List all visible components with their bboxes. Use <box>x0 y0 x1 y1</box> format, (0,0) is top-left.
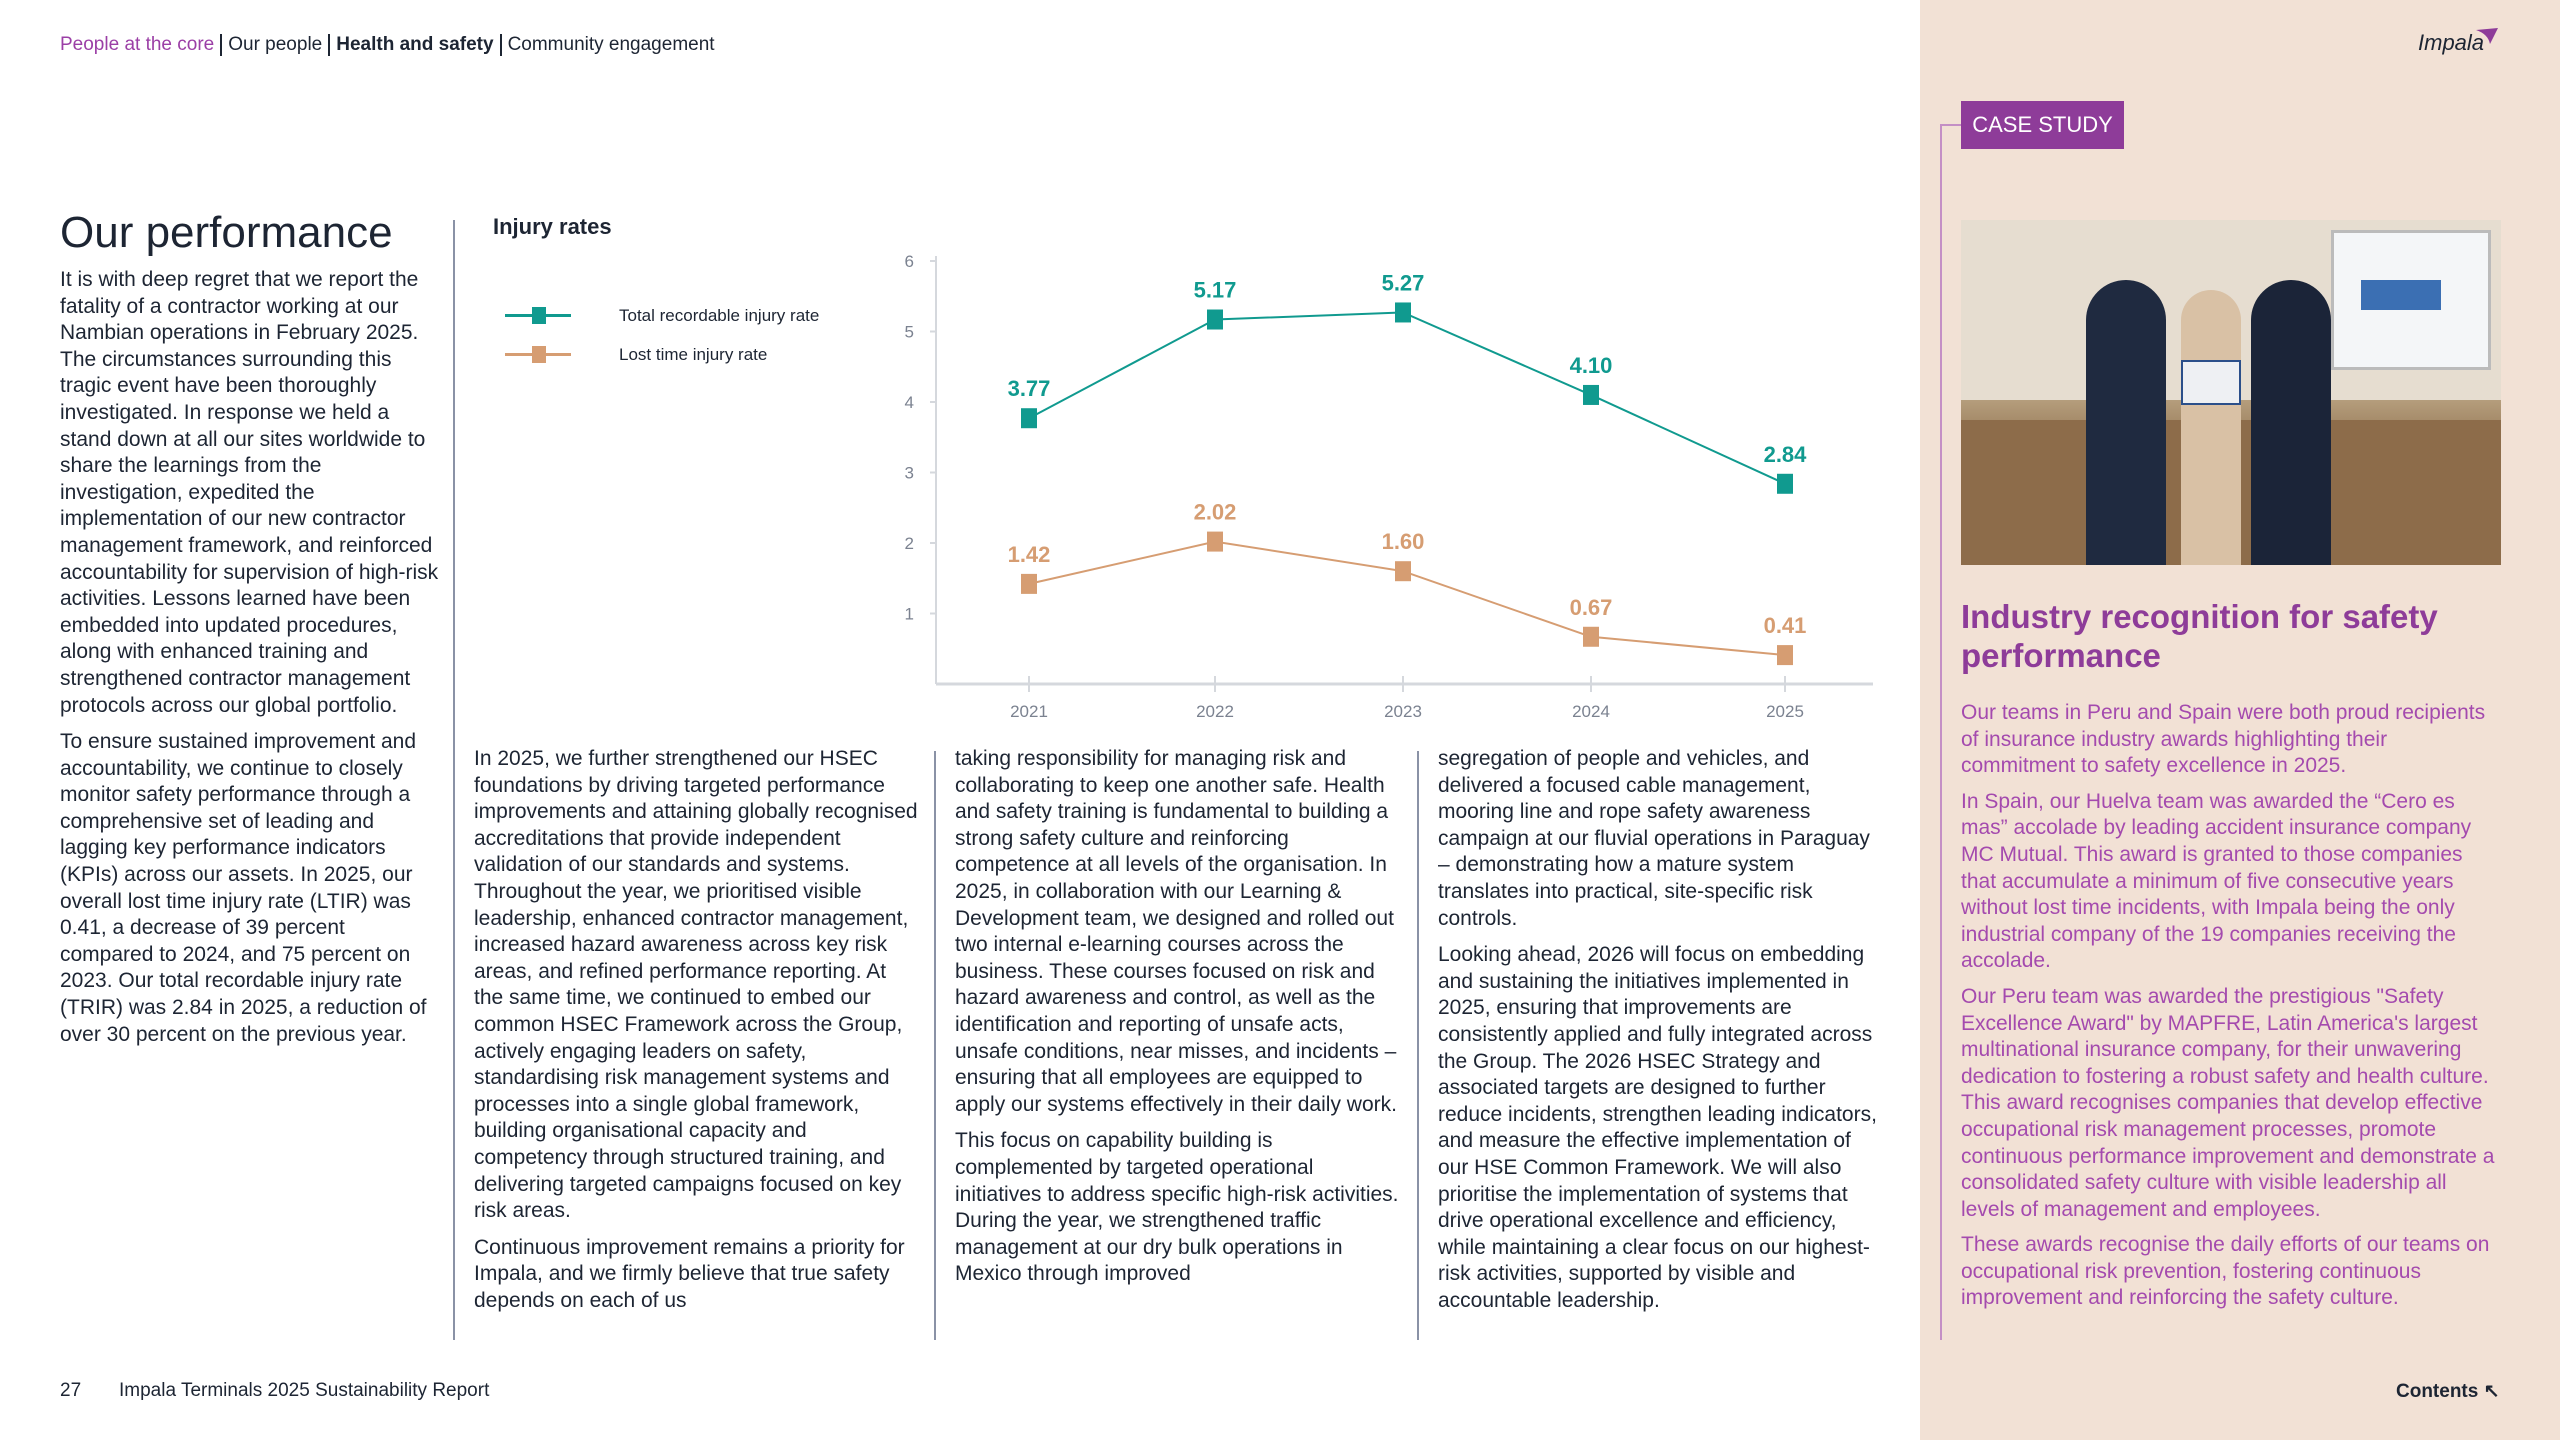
data-point <box>1395 561 1411 581</box>
legend-label: Total recordable injury rate <box>619 305 820 325</box>
intro-paragraph: It is with deep regret that we report the fatality of a contractor working at our Nambian operations in February 2025. The circumstances surrounding this tragic event have been thoroughly investigated. In response we held a stand down at all our sites worldwide to share the learnings from the investigation, expedited the implementation of our new contractor management framework, and reinforced accountability for supervision of high-risk activities. Lessons learned have been embedded into updated procedures, along with enhanced training and strengthened contractor management protocols across our global portfolio. <box>60 268 439 717</box>
y-tick-label: 2 <box>904 534 914 553</box>
y-tick-label: 1 <box>904 604 914 624</box>
data-label: 5.17 <box>1193 277 1237 303</box>
case-study-text <box>1961 700 2501 1321</box>
divider <box>1417 751 1419 1340</box>
y-tick-label: 4 <box>904 393 914 412</box>
data-point <box>1777 645 1793 665</box>
award-photo <box>1961 220 2501 565</box>
paragraph: taking responsibility for managing risk and collaborating to keep one another safe. Health and safety training is fundamental to building a strong safety culture and reinforcing competence at all levels of the organisation. In 2025, in collaboration with our Learning & Development team, we designed and rolled out two internal e-learning courses across the business. These courses focused on risk and hazard awareness and control, as well as the identification and reporting of unsafe acts, unsafe conditions, near misses, and incidents – ensuring that all employees are equipped to apply our systems effectively in their daily work. <box>955 747 1397 1116</box>
data-label: 4.10 <box>1569 352 1613 378</box>
paragraph: segregation of people and vehicles, and delivered a focused cable management, mooring line and rope safety awareness campaign at our fluvial operations in Paraguay – demonstrating how a mature system translates into practical, site-specific risk controls. <box>1438 747 1870 930</box>
case-study-connector <box>1940 124 1961 1340</box>
nav-health-and-safety[interactable]: Health and safety <box>328 34 499 56</box>
page-number: 27 <box>60 1380 82 1401</box>
page-title: Our performance <box>60 208 393 257</box>
legend-label: Lost time injury rate <box>619 344 768 364</box>
y-tick-label: 6 <box>904 252 914 271</box>
chart-title: Injury rates <box>493 214 612 239</box>
x-tick-label: 2023 <box>1384 702 1422 721</box>
paragraph: These awards recognise the daily efforts of our teams on occupational risk prevention, fostering continuous improvement and reinforcing the safety culture. <box>1961 1233 2490 1310</box>
impala-logo: Impala <box>2418 30 2484 56</box>
series-line-1 <box>1029 542 1785 656</box>
paragraph: Our Peru team was awarded the prestigious "Safety Excellence Award" by MAPFRE, Latin America's largest multinational insurance company, for their unwavering dedication to fostering a robust safety and health culture. This award recognises companies that develop effective occupational risk management processes, promote continuous performance improvement and demonstrate a consolidated safety culture with visible leadership all levels of management and employees. <box>1961 984 2495 1221</box>
paragraph: Continuous improvement remains a priority for Impala, and we firmly believe that true safety depends on each of us <box>474 1235 905 1312</box>
contents-link[interactable]: Contents ↖ <box>2396 1381 2500 1402</box>
data-label: 3.77 <box>1007 376 1051 402</box>
data-label: 2.02 <box>1193 499 1237 525</box>
paragraph: In 2025, we further strengthened our HSEC foundations by driving targeted performance improvements and attaining globally recognised accreditations that provide independent validation of our standards and systems. Throughout the year, we prioritised visible leadership, enhanced contractor management, increased hazard awareness across key risk areas, and refined performance reporting. At the same time, we continued to embed our common HSEC Framework across the Group, actively engaging leaders on safety, standardising risk management systems and processes into a single global framework, building organisational capacity and competency through structured training, and delivering targeted campaigns focused on key risk areas. <box>474 747 918 1223</box>
x-tick-label: 2024 <box>1572 702 1610 721</box>
paragraph: This focus on capability building is complemented by targeted operational initiatives to address specific high-risk activities. During the year, we strengthened traffic management at our dry bulk operations in Mexico through improved <box>955 1129 1399 1286</box>
intro-paragraph: To ensure sustained improvement and accountability, we continue to closely monitor safety performance through a comprehensive set of leading and lagging key performance indicators (KPIs) across our assets. In 2025, our overall lost time injury rate (LTIR) was 0.41, a decrease of 39 percent compared to 2024, and 75 percent on 2023. Our total recordable injury rate (TRIR) was 2.84 in 2025, a reduction of over 30 percent on the previous year. <box>60 730 427 1046</box>
text-column-3 <box>1438 746 1878 1324</box>
paragraph: Our teams in Peru and Spain were both proud recipients of insurance industry awards highlighting their commitment to safety excellence in 2025. <box>1961 701 2486 778</box>
text-column-1 <box>474 746 919 1324</box>
data-point <box>1021 574 1037 594</box>
data-label: 2.84 <box>1763 441 1807 467</box>
case-study-heading: Industry recognition for safety performance <box>1961 598 2438 674</box>
paragraph: Looking ahead, 2026 will focus on embedding and sustaining the initiatives implemented in 2025, ensuring that improvements are consistently applied and fully integrated across the Group. The 2026 HSEC Strategy and associated targets are designed to further reduce incidents, strengthen leading indicators, and measure the effective implementation of our HSE Common Framework. We will also prioritise the implementation of systems that drive operational excellence and efficiency, while maintaining a clear focus on our highest-risk activities, supported by visible and accountable leadership. <box>1438 943 1877 1312</box>
data-point <box>1207 532 1223 552</box>
data-point <box>1583 385 1599 405</box>
data-label: 0.67 <box>1569 594 1613 620</box>
data-label: 1.60 <box>1381 529 1425 555</box>
x-tick-label: 2022 <box>1196 702 1234 721</box>
series-line-0 <box>1029 312 1785 483</box>
data-point <box>1207 310 1223 330</box>
nav-community-engagement[interactable]: Community engagement <box>500 34 721 56</box>
data-point <box>1583 627 1599 647</box>
nav-people-at-the-core[interactable]: People at the core <box>60 34 215 55</box>
y-tick-label: 3 <box>904 463 914 483</box>
case-study-badge: CASE STUDY <box>1961 101 2124 149</box>
report-title: Impala Terminals 2025 Sustainability Report <box>119 1380 490 1401</box>
x-tick-label: 2021 <box>1010 702 1048 721</box>
logo-arrow-icon <box>2476 28 2500 46</box>
text-column-2 <box>955 746 1400 1298</box>
y-tick-label: 5 <box>904 322 914 342</box>
data-point <box>1395 302 1411 322</box>
data-point <box>1021 408 1037 428</box>
x-tick-label: 2025 <box>1766 702 1804 721</box>
data-point <box>1777 474 1793 494</box>
paragraph: In Spain, our Huelva team was awarded the “Cero es mas” accolade by leading accident insurance company MC Mutual. This award is granted to those companies that accumulate a minimum of five consecutive years without lost time incidents, with Impala being the only industrial company of the 19 companies receiving the accolade. <box>1961 789 2472 973</box>
nav-our-people[interactable]: Our people <box>220 34 328 56</box>
data-label: 5.27 <box>1381 270 1425 296</box>
injury-rates-chart <box>0 0 1920 740</box>
divider <box>934 751 936 1340</box>
data-label: 0.41 <box>1763 613 1807 639</box>
data-label: 1.42 <box>1007 541 1051 567</box>
